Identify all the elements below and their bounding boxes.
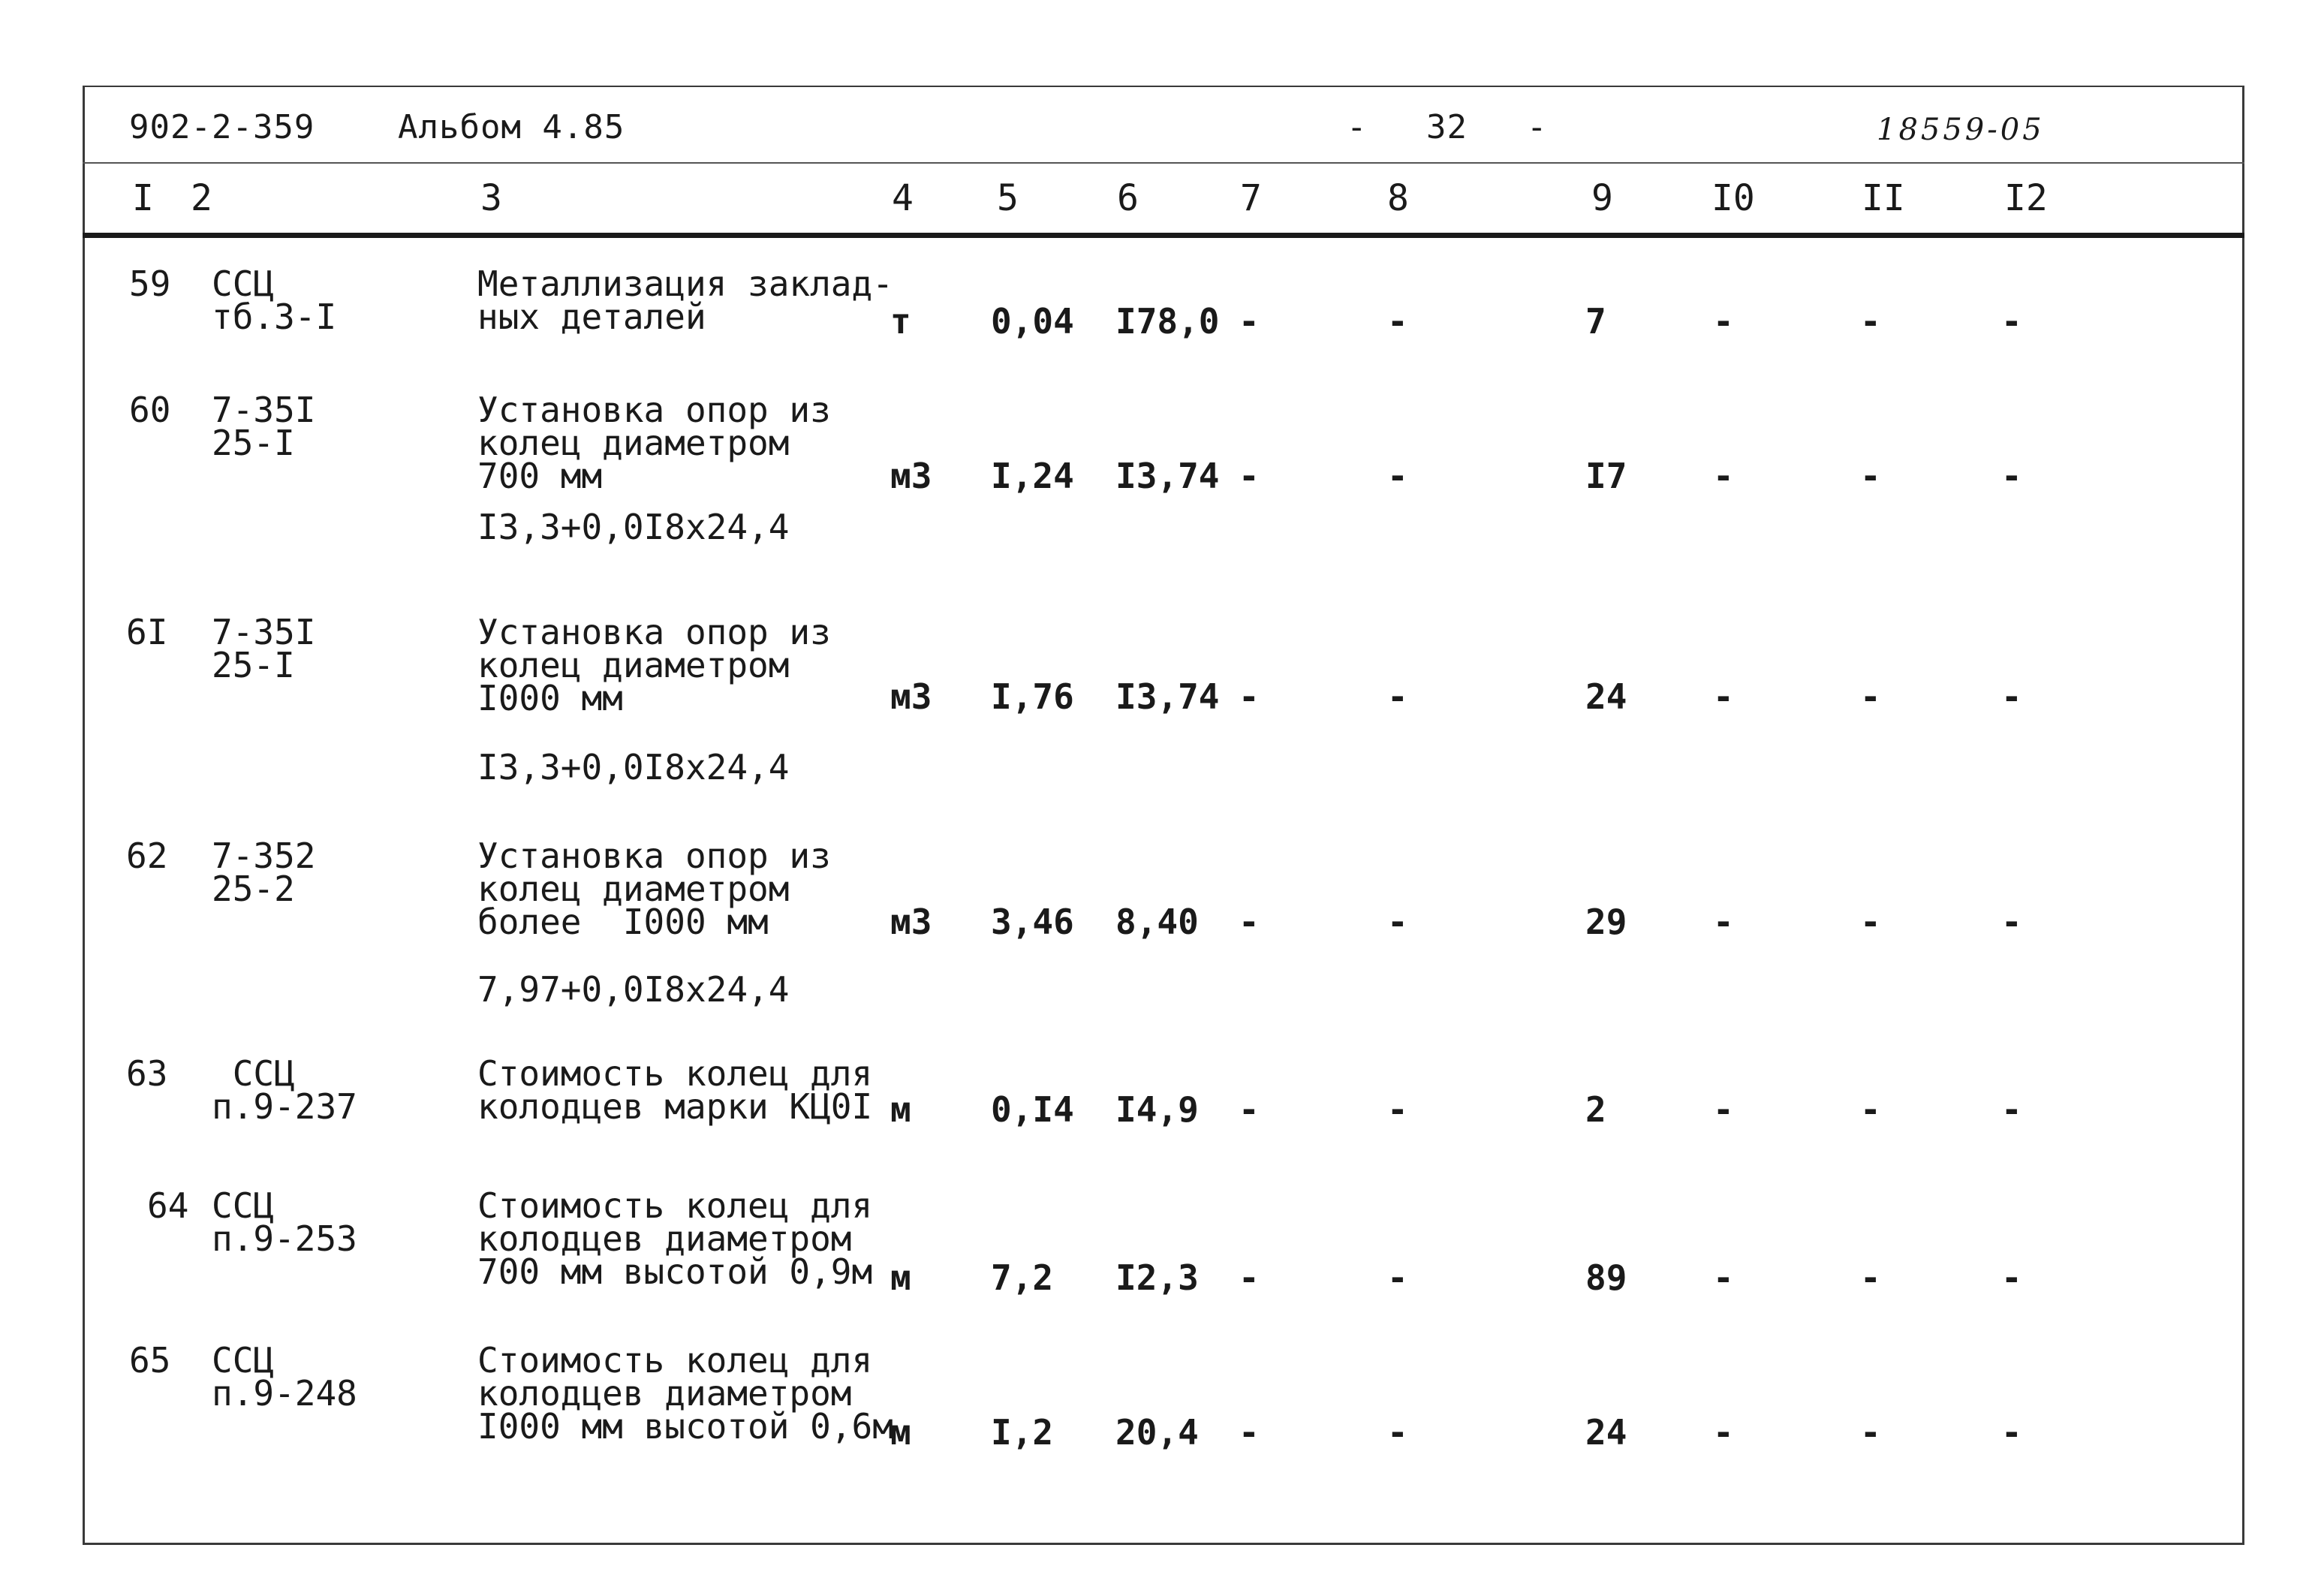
- unit-price: 20,4: [1115, 1412, 1199, 1453]
- page-dash-right: -: [1527, 108, 1548, 146]
- col8-value: -: [1387, 902, 1408, 942]
- col7-value: -: [1239, 301, 1260, 342]
- album-label: Альбом 4.85: [398, 108, 625, 146]
- column-number-11: II: [1862, 177, 1905, 219]
- norm-code-line: 25-I: [212, 423, 295, 463]
- column-number-6: 6: [1117, 177, 1139, 219]
- work-description-line: 700 мм: [477, 456, 603, 496]
- col7-value: -: [1239, 1412, 1260, 1453]
- col8-value: -: [1387, 1257, 1408, 1298]
- col12-value: -: [2001, 1412, 2022, 1453]
- document-code: 902-2-359: [129, 108, 315, 146]
- quantity: 7,2: [991, 1257, 1054, 1298]
- column-number-3: 3: [480, 177, 502, 219]
- work-description-line: Установка опор из: [477, 836, 831, 876]
- col8-value: -: [1387, 1089, 1408, 1130]
- unit-price: I2,3: [1115, 1257, 1199, 1298]
- norm-code-line: 25-2: [212, 869, 295, 909]
- col7-value: -: [1239, 1257, 1260, 1298]
- quantity: I,2: [991, 1412, 1054, 1453]
- norm-code-line: п.9-253: [212, 1218, 357, 1259]
- column-number-10: I0: [1711, 177, 1755, 219]
- row-number: 65: [129, 1340, 171, 1381]
- work-description-line: I000 мм высотой 0,6м: [477, 1406, 893, 1447]
- norm-code-line: 7-35I: [212, 612, 316, 652]
- document-number: 18559-05: [1877, 113, 2045, 147]
- col10-value: -: [1713, 456, 1734, 496]
- unit-price: I78,0: [1115, 301, 1220, 342]
- price-formula: I3,3+0,0I8x24,4: [477, 507, 790, 547]
- row-number: 59: [129, 263, 171, 304]
- column-number-2: 2: [191, 177, 212, 219]
- col12-value: -: [2001, 1257, 2022, 1298]
- work-description-line: Установка опор из: [477, 390, 831, 430]
- quantity: I,24: [991, 456, 1074, 496]
- work-description-line: 700 мм высотой 0,9м: [477, 1251, 873, 1292]
- header-rule: [83, 162, 2244, 164]
- col8-value: -: [1387, 456, 1408, 496]
- work-description-line: ных деталей: [477, 297, 706, 337]
- norm-code-line: ССЦ: [212, 263, 275, 304]
- col11-value: -: [1860, 902, 1881, 942]
- col10-value: -: [1713, 902, 1734, 942]
- column-number-5: 5: [997, 177, 1019, 219]
- col7-value: -: [1239, 902, 1260, 942]
- price-formula: 7,97+0,0I8x24,4: [477, 969, 790, 1010]
- total-cost: I7: [1585, 456, 1627, 496]
- col12-value: -: [2001, 301, 2022, 342]
- row-number: 63: [126, 1053, 168, 1094]
- col10-value: -: [1713, 301, 1734, 342]
- work-description-line: колец диаметром: [477, 645, 790, 685]
- column-number-8: 8: [1387, 177, 1409, 219]
- unit-of-measure: м3: [890, 456, 932, 496]
- col10-value: -: [1713, 1257, 1734, 1298]
- unit-of-measure: м: [890, 1412, 911, 1453]
- page-number: 32: [1426, 108, 1468, 146]
- norm-code-line: 7-35I: [212, 390, 316, 430]
- col7-value: -: [1239, 1089, 1260, 1130]
- col7-value: -: [1239, 456, 1260, 496]
- column-number-4: 4: [892, 177, 914, 219]
- row-number: 62: [126, 836, 168, 876]
- column-header-rule: [83, 233, 2244, 238]
- work-description-line: Стоимость колец для: [477, 1340, 873, 1381]
- total-cost: 7: [1585, 301, 1606, 342]
- row-number: 6I: [126, 612, 168, 652]
- total-cost: 24: [1585, 1412, 1627, 1453]
- work-description-line: колодцев диаметром: [477, 1373, 852, 1414]
- col10-value: -: [1713, 1089, 1734, 1130]
- work-description-line: Стоимость колец для: [477, 1053, 873, 1094]
- col12-value: -: [2001, 676, 2022, 717]
- work-description-line: колец диаметром: [477, 423, 790, 463]
- quantity: 0,04: [991, 301, 1074, 342]
- norm-code-line: тб.3-I: [212, 297, 337, 337]
- col7-value: -: [1239, 676, 1260, 717]
- column-number-9: 9: [1591, 177, 1613, 219]
- unit-price: 8,40: [1115, 902, 1199, 942]
- unit-of-measure: м3: [890, 676, 932, 717]
- quantity: I,76: [991, 676, 1074, 717]
- col11-value: -: [1860, 1257, 1881, 1298]
- unit-price: I3,74: [1115, 676, 1220, 717]
- total-cost: 24: [1585, 676, 1627, 717]
- col11-value: -: [1860, 301, 1881, 342]
- work-description-line: I000 мм: [477, 678, 623, 718]
- col8-value: -: [1387, 301, 1408, 342]
- col8-value: -: [1387, 1412, 1408, 1453]
- unit-price: I3,74: [1115, 456, 1220, 496]
- quantity: 3,46: [991, 902, 1074, 942]
- column-number-7: 7: [1240, 177, 1262, 219]
- unit-of-measure: м: [890, 1089, 911, 1130]
- row-number: 60: [129, 390, 171, 430]
- col11-value: -: [1860, 1412, 1881, 1453]
- unit-of-measure: м: [890, 1257, 911, 1298]
- norm-code-line: п.9-248: [212, 1373, 357, 1414]
- col12-value: -: [2001, 902, 2022, 942]
- total-cost: 29: [1585, 902, 1627, 942]
- norm-code-line: ССЦ: [212, 1185, 275, 1226]
- norm-code-line: 7-352: [212, 836, 316, 876]
- total-cost: 2: [1585, 1089, 1606, 1130]
- col8-value: -: [1387, 676, 1408, 717]
- quantity: 0,I4: [991, 1089, 1074, 1130]
- page-dash-left: -: [1347, 108, 1368, 146]
- work-description-line: Металлизация заклад-: [477, 263, 893, 304]
- col10-value: -: [1713, 1412, 1734, 1453]
- unit-price: I4,9: [1115, 1089, 1199, 1130]
- norm-code-line: ССЦ: [212, 1340, 275, 1381]
- col12-value: -: [2001, 456, 2022, 496]
- work-description-line: Стоимость колец для: [477, 1185, 873, 1226]
- column-number-1: I: [132, 177, 154, 219]
- norm-code-line: п.9-237: [212, 1086, 357, 1127]
- column-number-12: I2: [2004, 177, 2048, 219]
- col11-value: -: [1860, 676, 1881, 717]
- work-description-line: Установка опор из: [477, 612, 831, 652]
- col12-value: -: [2001, 1089, 2022, 1130]
- price-formula: I3,3+0,0I8x24,4: [477, 747, 790, 787]
- unit-of-measure: т: [890, 301, 911, 342]
- norm-code-line: ССЦ: [212, 1053, 295, 1094]
- work-description-line: более I000 мм: [477, 902, 769, 942]
- unit-of-measure: м3: [890, 902, 932, 942]
- col11-value: -: [1860, 456, 1881, 496]
- total-cost: 89: [1585, 1257, 1627, 1298]
- col11-value: -: [1860, 1089, 1881, 1130]
- row-number: 64: [147, 1185, 189, 1226]
- norm-code-line: 25-I: [212, 645, 295, 685]
- work-description-line: колец диаметром: [477, 869, 790, 909]
- work-description-line: колодцев марки КЦ0I: [477, 1086, 873, 1127]
- work-description-line: колодцев диаметром: [477, 1218, 852, 1259]
- col10-value: -: [1713, 676, 1734, 717]
